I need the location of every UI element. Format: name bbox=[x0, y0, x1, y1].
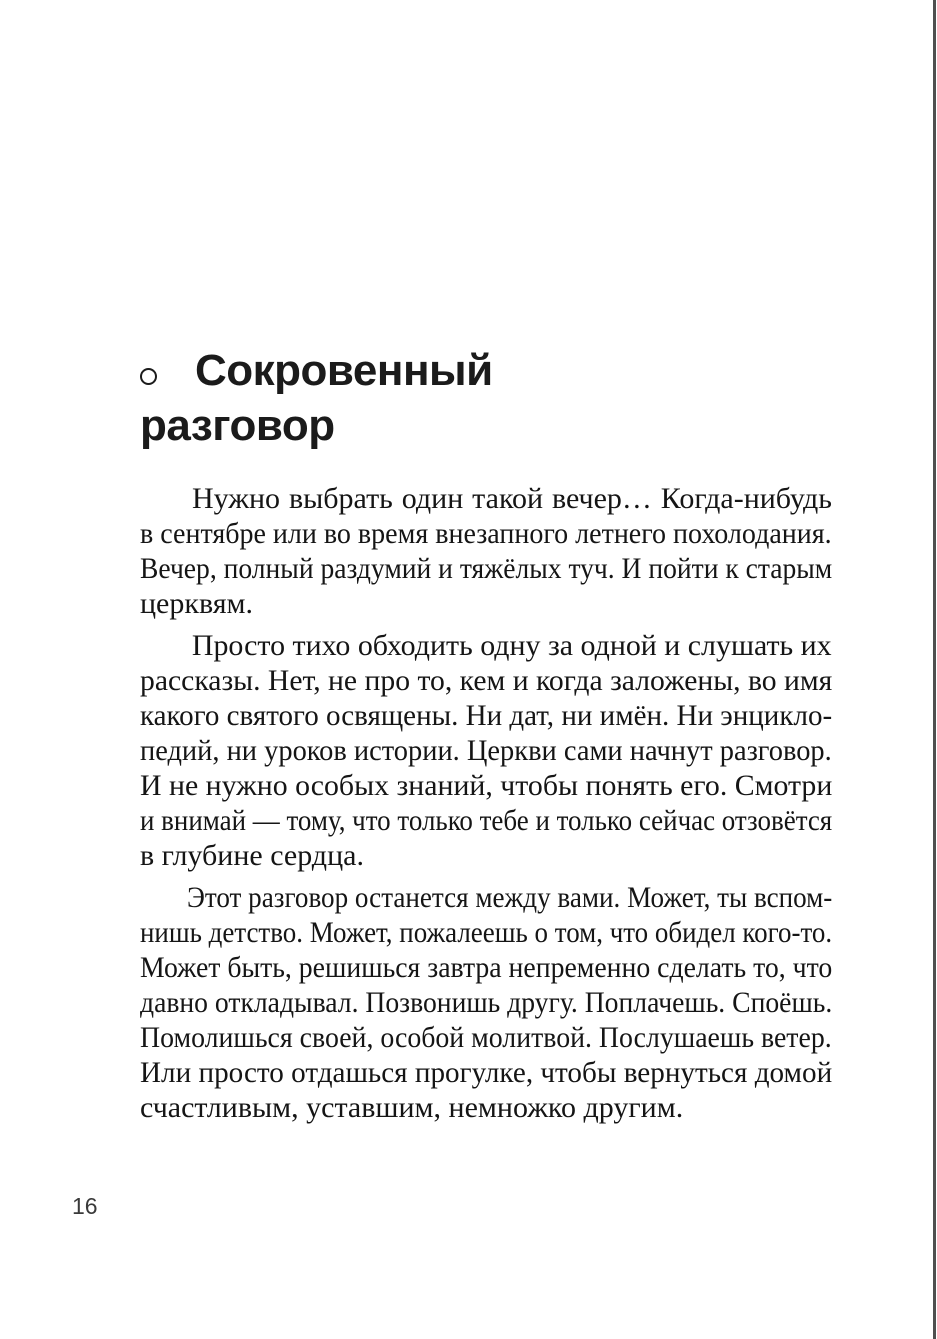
body-line: Просто тихо обходить одну за одной и слушать их bbox=[191, 629, 832, 662]
paragraph bbox=[140, 628, 832, 873]
body-line: Этот разговор останется между вами. Может, ты вспом- bbox=[186, 881, 833, 914]
chapter-title-line-1: Сокровенный bbox=[195, 346, 493, 395]
chapter-title-line-2: разговор bbox=[140, 401, 335, 450]
body-line: рассказы. Нет, не про то, кем и когда заложены, во имя bbox=[140, 664, 833, 697]
chapter-body bbox=[140, 481, 832, 1125]
chapter-bullet-icon bbox=[140, 368, 157, 385]
body-line: счастливым, уставшим, немножко другим. bbox=[140, 1091, 684, 1124]
paragraph bbox=[140, 481, 832, 621]
body-line: Помолишься своей, особой молитвой. Послушаешь ветер. bbox=[140, 1021, 832, 1054]
body-line: Может быть, решишься завтра непременно сделать то, что bbox=[140, 951, 833, 984]
body-line: церквям. bbox=[140, 587, 253, 620]
body-line: Вечер, полный раздумий и тяжёлых туч. И пойти к старым bbox=[140, 552, 833, 585]
page-number: 16 bbox=[72, 1193, 98, 1219]
body-line: нишь детство. Может, пожалеешь о том, что обидел кого-то. bbox=[140, 916, 833, 949]
body-line: в сентябре или во время внезапного летнего похолодания. bbox=[140, 517, 832, 550]
body-line: и внимай — тому, что только тебе и только сейчас отзовётся bbox=[140, 804, 833, 837]
body-line: И не нужно особых знаний, чтобы понять его. Смотри bbox=[140, 769, 833, 802]
body-line: в глубине сердца. bbox=[140, 839, 364, 872]
page-edge-divider bbox=[933, 0, 936, 1339]
body-line: педий, ни уроков истории. Церкви сами начнут разговор. bbox=[140, 734, 832, 767]
body-line: Или просто отдашься прогулке, чтобы вернуться домой bbox=[140, 1056, 833, 1089]
body-line: Нужно выбрать один такой вечер… Когда-нибудь bbox=[192, 482, 832, 515]
paragraph bbox=[140, 880, 832, 1125]
body-line: давно откладывал. Позвонишь другу. Поплачешь. Споёшь. bbox=[140, 986, 833, 1019]
body-line: какого святого освящены. Ни дат, ни имён. Ни энцикло- bbox=[140, 699, 833, 732]
